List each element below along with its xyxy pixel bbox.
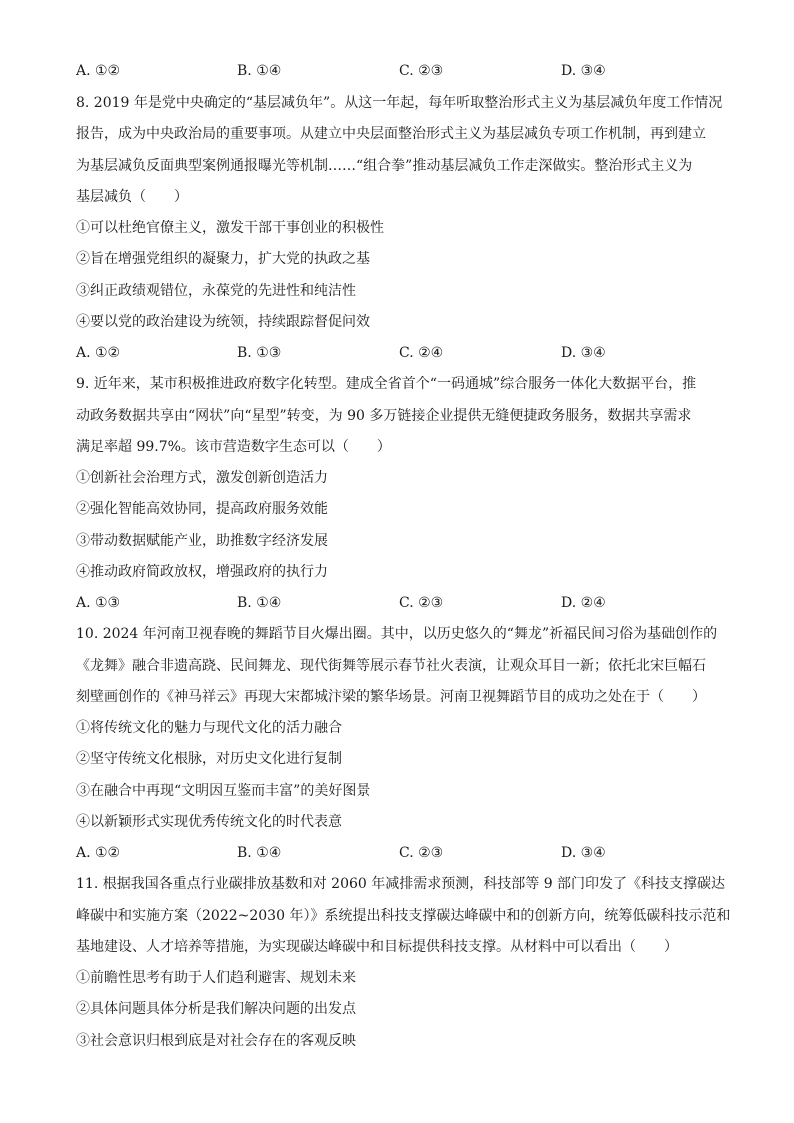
statement: ①创新社会治理方式，激发创新创造活力: [76, 470, 328, 486]
statement: ④以新颖形式实现优秀传统文化的时代表意: [76, 814, 342, 830]
option-d: D. ③④: [561, 345, 606, 361]
options-row: [76, 592, 726, 614]
option-c: C. ②④: [399, 345, 444, 361]
statement: ②强化智能高效协同，提高政府服务效能: [76, 501, 328, 517]
statement: ③社会意识归根到底是对社会存在的客观反映: [76, 1033, 356, 1049]
option-a: A. ①③: [76, 595, 121, 611]
statement: ④推动政府简政放权，增强政府的执行力: [76, 564, 328, 580]
option-b: B. ①④: [237, 595, 282, 611]
option-c: C. ②③: [399, 63, 444, 79]
question-stem-line: 动政务数据共享由“网状”向“星型”转变，为 90 多万链接企业提供无缝便捷政务服务，数据共享需求: [76, 408, 692, 424]
statement: ①可以杜绝官僚主义，激发干部干事创业的积极性: [76, 220, 384, 236]
question-stem-line: 峰碳中和实施方案（2022~2030 年）》系统提出科技支撑碳达峰碳中和的创新方向，统筹低碳科技示范和: [76, 908, 731, 924]
statement: ②坚守传统文化根脉，对历史文化进行复制: [76, 751, 342, 767]
option-d: D. ③④: [561, 63, 606, 79]
statement: ④要以党的政治建设为统领，持续跟踪督促问效: [76, 314, 370, 330]
statement: ③带动数据赋能产业，助推数字经济发展: [76, 533, 328, 549]
statement: ①前瞻性思考有助于人们趋利避害、规划未来: [76, 970, 356, 986]
statement: ①将传统文化的魅力与现代文化的活力融合: [76, 720, 342, 736]
statement: ②具体问题具体分析是我们解决问题的出发点: [76, 1001, 356, 1017]
option-b: B. ①④: [237, 63, 282, 79]
question-stem-line: 基层减负（ ）: [76, 189, 188, 205]
question-stem-line: 《龙舞》融合非遗高跷、民间舞龙、现代街舞等展示春节社火表演，让观众耳目一新；依托北宋巨幅石: [76, 658, 706, 674]
option-c: C. ②③: [399, 595, 444, 611]
question-stem-line: 为基层减负反面典型案例通报曝光等机制……“组合拳”推动基层减负工作走深做实。整治形式主义为: [76, 158, 693, 174]
question-stem-line: 满足率超 99.7%。该市营造数字生态可以（ ）: [76, 439, 391, 455]
option-a: A. ①②: [76, 345, 121, 361]
question-stem-line: 11. 根据我国各重点行业碳排放基数和对 2060 年减排需求预测，科技部等 9 部门印发了《科技支撑碳达: [76, 876, 726, 892]
statement: ③纠正政绩观错位，永葆党的先进性和纯洁性: [76, 283, 356, 299]
option-b: B. ①④: [237, 845, 282, 861]
options-row: [76, 842, 726, 864]
option-b: B. ①③: [237, 345, 282, 361]
question-stem-line: 9. 近年来，某市积极推进政府数字化转型。建成全省首个“一码通城”综合服务一体化大数据平台，推: [76, 376, 697, 392]
option-d: D. ③④: [561, 845, 606, 861]
option-a: A. ①②: [76, 63, 121, 79]
options-row: [76, 342, 726, 364]
option-a: A. ①②: [76, 845, 121, 861]
option-d: D. ②④: [561, 595, 606, 611]
question-stem-line: 8. 2019 年是党中央确定的“基层减负年”。从这一年起，每年听取整治形式主义为基层减负年度工作情况: [76, 95, 723, 111]
question-stem-line: 基地建设、人才培养等措施，为实现碳达峰碳中和目标提供科技支撑。从材料中可以看出（ ）: [76, 939, 678, 955]
question-stem-line: 10. 2024 年河南卫视春晚的舞蹈节目火爆出圈。其中，以历史悠久的“舞龙”祈福民间习俗为基础创作的: [76, 626, 718, 642]
options-row-prev: [76, 60, 726, 82]
question-stem-line: 报告，成为中央政治局的重要事项。从建立中央层面整治形式主义为基层减负专项工作机制，再到建立: [76, 126, 706, 142]
question-stem-line: 刻壁画创作的《神马祥云》再现大宋都城汴梁的繁华场景。河南卫视舞蹈节目的成功之处在于（ ）: [76, 689, 706, 705]
statement: ②旨在增强党组织的凝聚力，扩大党的执政之基: [76, 251, 370, 267]
statement: ③在融合中再现“文明因互鉴而丰富”的美好图景: [76, 783, 371, 799]
option-c: C. ②③: [399, 845, 444, 861]
